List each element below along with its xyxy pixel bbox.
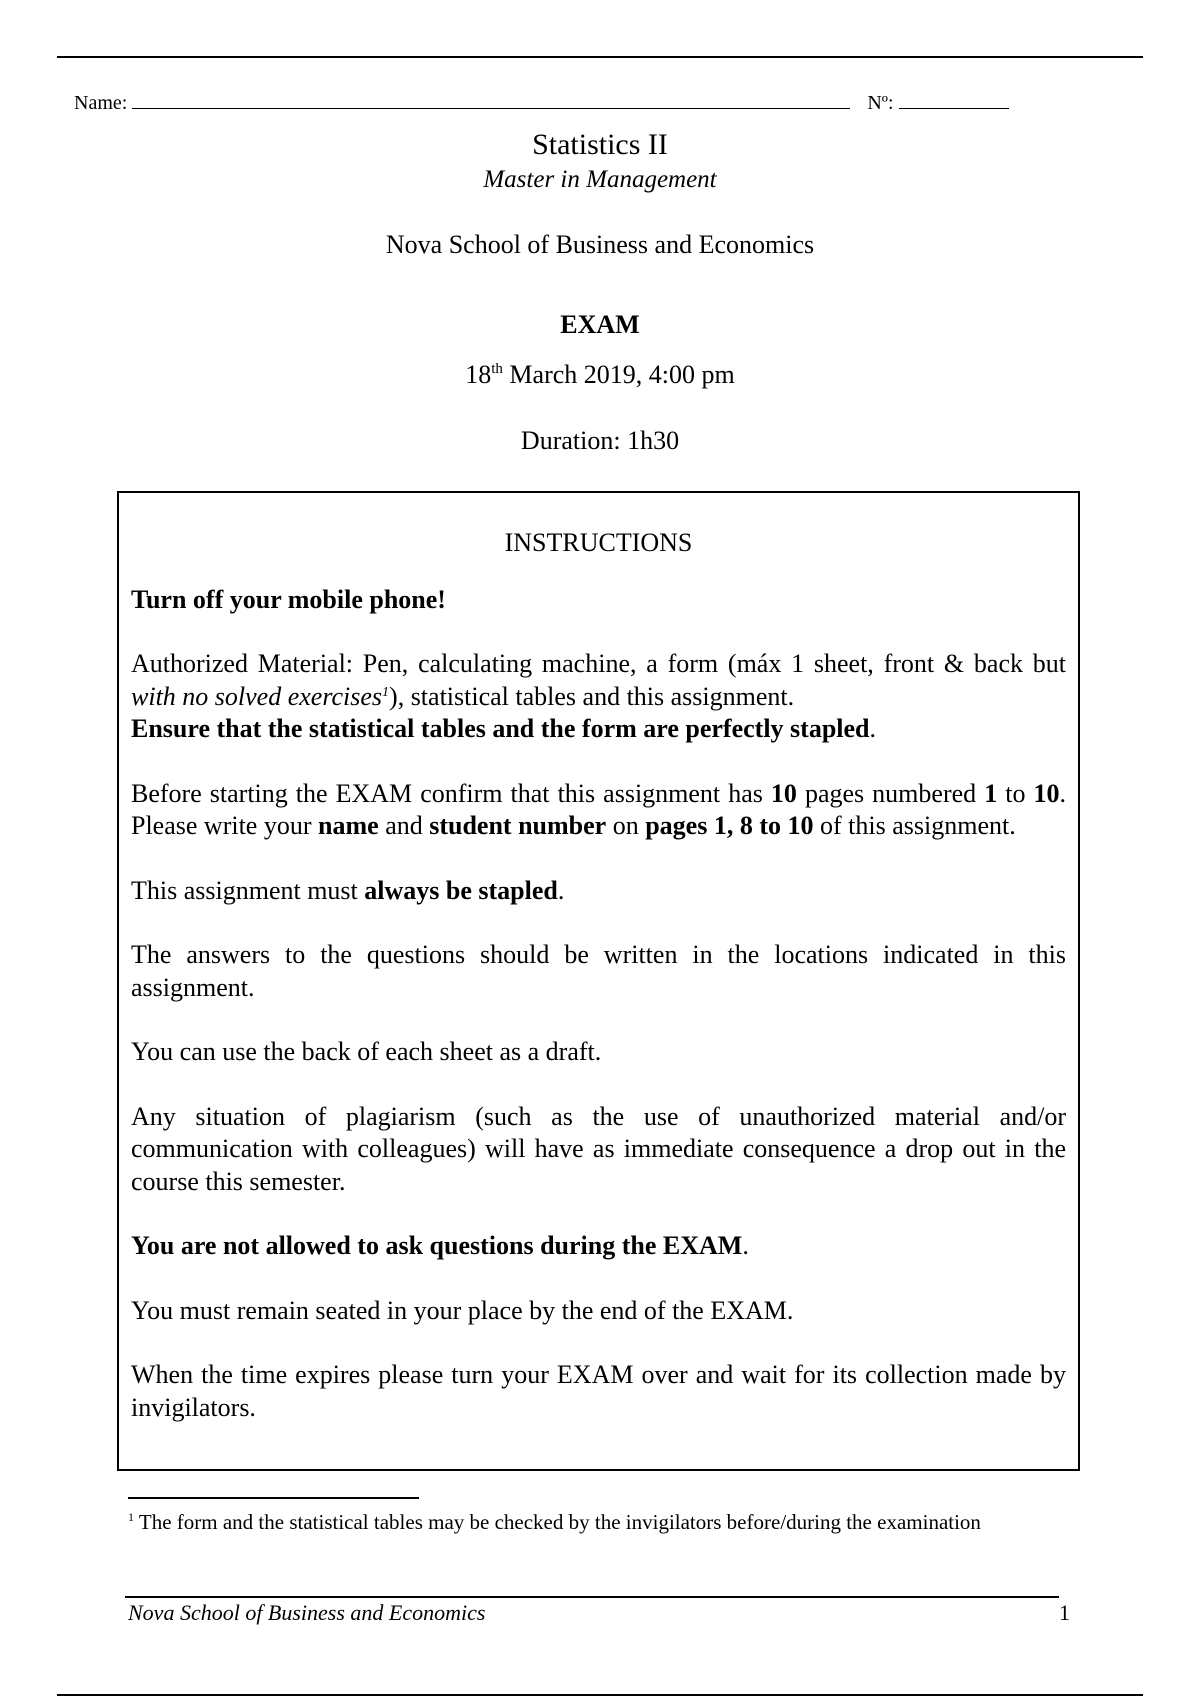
date-day: 18 xyxy=(465,360,492,389)
footnote-marker: 1 xyxy=(128,1510,134,1524)
footnote-ref: 1 xyxy=(382,684,390,700)
footnote xyxy=(128,1508,1070,1536)
plagiarism-instruction: Any situation of plagiarism (such as the use of unauthorized material and/or communication with colleagues) will have as immediate consequence a drop out in the course this semester. xyxy=(131,1101,1066,1196)
questions-instruction: You are not allowed to ask questions during the EXAM. xyxy=(131,1231,749,1260)
exam-label: EXAM xyxy=(560,310,640,339)
stapled-instruction: This assignment must always be stapled. xyxy=(131,875,565,905)
school-name: Nova School of Business and Economics xyxy=(385,230,815,259)
exam-date xyxy=(0,360,1200,390)
pages-instruction: Before starting the EXAM confirm that this assignment has 10 pages numbered 1 to 10. Please write your name and student number on pages 1, 8 to 10 of this assignment. xyxy=(131,778,1066,840)
instructions-box xyxy=(117,491,1080,1471)
bottom-rule xyxy=(57,1694,1143,1696)
exam-duration: Duration: 1h30 xyxy=(520,426,680,455)
phone-instruction: Turn off your mobile phone! xyxy=(131,584,446,614)
instructions-heading: INSTRUCTIONS xyxy=(504,528,693,557)
page-number: 1 xyxy=(1059,1600,1070,1625)
program-subtitle: Master in Management xyxy=(483,166,717,193)
name-label: Name: xyxy=(74,92,128,114)
name-blank xyxy=(132,92,850,109)
top-rule xyxy=(57,56,1143,58)
answers-instruction: The answers to the questions should be written in the locations indicated in this assignment. xyxy=(131,940,1066,1002)
footnote-text: The form and the statistical tables may be checked by the invigilators before/during the examination xyxy=(134,1510,981,1534)
staple-instruction: Ensure that the statistical tables and the form are perfectly stapled. xyxy=(131,714,877,743)
date-rest: March 2019, 4:00 pm xyxy=(502,360,735,389)
date-suffix: th xyxy=(491,361,503,377)
expires-instruction: When the time expires please turn your EXAM over and wait for its collection made by invigilators. xyxy=(131,1360,1066,1422)
footnote-rule xyxy=(128,1497,419,1499)
number-blank xyxy=(899,92,1009,109)
course-title: Statistics II xyxy=(532,128,668,161)
number-label: Nº: xyxy=(867,92,894,114)
seated-instruction: You must remain seated in your place by the end of the EXAM. xyxy=(131,1295,794,1325)
material-instruction: Authorized Material: Pen, calculating machine, a form (máx 1 sheet, front & back but with no solved exercises$^1$), statistical tables and this assignment. xyxy=(131,649,1066,711)
draft-instruction: You can use the back of each sheet as a draft. xyxy=(131,1037,602,1066)
footer-rule xyxy=(125,1596,1059,1598)
footer-school: Nova School of Business and Economics xyxy=(128,1600,486,1625)
name-number-line xyxy=(74,92,1009,115)
